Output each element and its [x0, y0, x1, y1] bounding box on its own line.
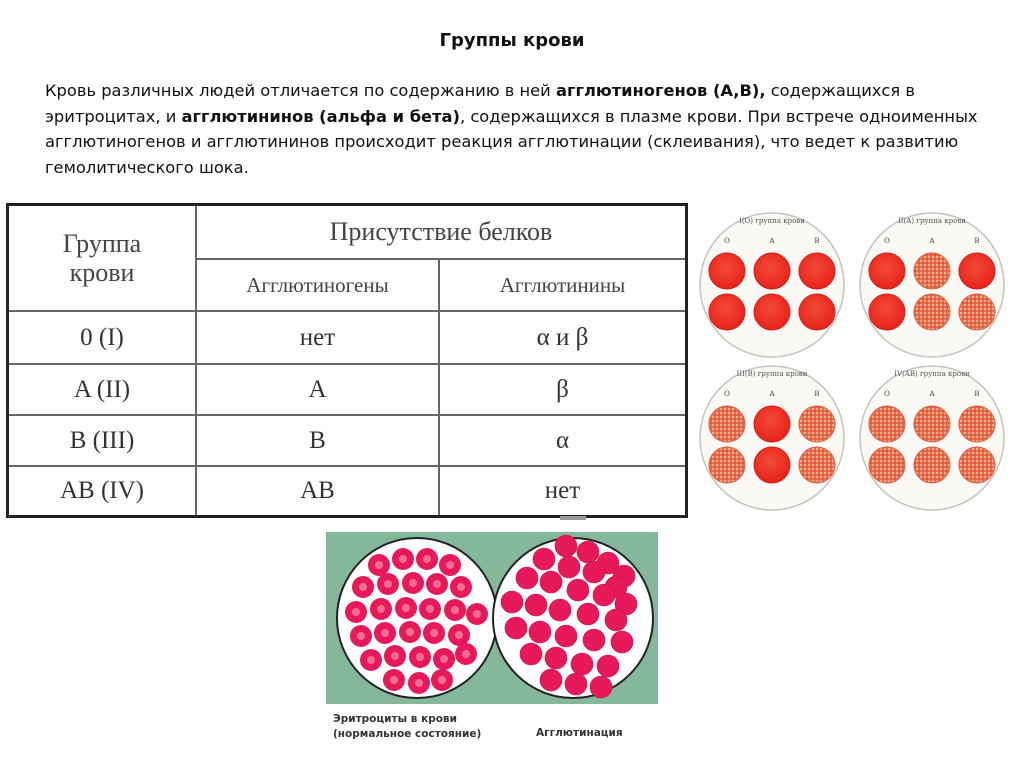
blood-drop: [799, 253, 835, 289]
row-3-agglutinogens: AB: [300, 477, 335, 504]
erythrocyte-center: [426, 605, 434, 613]
agglutinated-drop: [959, 406, 995, 442]
erythrocyte-center: [402, 604, 410, 612]
agglutinated-erythrocyte: [545, 647, 567, 669]
plate-title: IV(AB) группа крови: [894, 370, 970, 378]
agglutinated-drop: [799, 406, 835, 442]
agglutinated-drop: [869, 447, 905, 483]
erythrocyte-center: [457, 583, 465, 591]
agglutinated-erythrocyte: [501, 591, 523, 613]
agglutinated-erythrocyte: [558, 556, 580, 578]
erythrocyte-center: [473, 610, 481, 618]
plate-3: [700, 366, 844, 510]
blood-drop: [754, 253, 790, 289]
blood-drop: [709, 294, 745, 330]
erythrocyte-center: [462, 650, 470, 658]
erythrocyte-center: [381, 629, 389, 637]
erythrocyte-center: [416, 653, 424, 661]
erythrocyte-center: [384, 580, 392, 588]
erythrocyte-center: [455, 631, 463, 639]
page-title: Группы крови: [439, 30, 585, 51]
agglutinated-erythrocyte: [605, 609, 627, 631]
plate-serum-label: B: [974, 390, 980, 398]
erythrocyte-center: [359, 583, 367, 591]
plate-4: [860, 366, 1004, 510]
erythrocyte-center: [446, 561, 454, 569]
erythrocyte-center: [409, 579, 417, 587]
agglutinated-erythrocyte: [565, 673, 587, 695]
blood-drop: [709, 253, 745, 289]
erythrocyte-center: [415, 679, 423, 687]
agglutinated-drop: [709, 447, 745, 483]
blood-drop: [754, 406, 790, 442]
header-agglutinogens: Агглютиногены: [246, 272, 389, 297]
blood-drop: [799, 294, 835, 330]
agglutinated-erythrocyte: [567, 579, 589, 601]
agglutinated-erythrocyte: [549, 599, 571, 621]
agglutinated-erythrocyte: [505, 617, 527, 639]
agglutinated-drop: [799, 447, 835, 483]
agglutinated-drop: [914, 294, 950, 330]
agglutinated-erythrocyte: [577, 541, 599, 563]
header-proteins-present: Присутствие белков: [329, 217, 553, 246]
agglutinated-erythrocyte: [540, 669, 562, 691]
plate-1: [700, 213, 844, 357]
row-1-agglutinins: β: [556, 375, 569, 403]
caption-agglutination: Агглютинация: [536, 727, 623, 739]
agglutinated-erythrocyte: [529, 621, 551, 643]
row-3-agglutinins: нет: [544, 477, 581, 504]
agglutinated-erythrocyte: [597, 655, 619, 677]
agglutinated-drop: [959, 447, 995, 483]
plate-serum-label: O: [724, 390, 730, 398]
header-agglutinins: Агглютинины: [499, 272, 626, 297]
agglutinated-drop: [709, 406, 745, 442]
agglutinated-erythrocyte: [583, 561, 605, 583]
plate-serum-label: A: [769, 390, 775, 398]
agglutinated-drop: [914, 406, 950, 442]
blood-drop: [754, 294, 790, 330]
erythrocyte-center: [375, 561, 383, 569]
erythrocyte-center: [399, 555, 407, 563]
agglutinated-drop: [914, 447, 950, 483]
erythrocyte-center: [430, 629, 438, 637]
plate-serum-label: B: [974, 237, 980, 245]
blood-group-table: [6, 203, 688, 518]
blood-drop: [754, 447, 790, 483]
erythrocyte-center: [433, 580, 441, 588]
agglutinated-erythrocyte: [555, 535, 577, 557]
row-0-agglutinins: α и β: [536, 323, 589, 351]
plate-serum-label: A: [769, 237, 775, 245]
erythrocyte-center: [391, 652, 399, 660]
row-0-group: 0 (I): [80, 323, 124, 351]
header-blood-group: Группа крови: [62, 229, 142, 287]
agglutinated-drop: [914, 253, 950, 289]
row-1-agglutinogens: A: [308, 375, 327, 403]
row-2-agglutinogens: B: [309, 426, 326, 454]
plate-serum-label: B: [814, 390, 820, 398]
agglutinated-erythrocyte: [525, 594, 547, 616]
erythrocyte-center: [451, 606, 459, 614]
row-2-group: B (III): [69, 426, 135, 454]
erythrocyte-center: [423, 555, 431, 563]
erythrocyte-center: [440, 655, 448, 663]
agglutinated-erythrocyte: [533, 548, 555, 570]
intro-paragraph: Кровь различных людей отличается по содержанию в ней агглютиногенов (A,B), содержащихся в эритроцитах, и агглютининов (альфа и бета), содержащихся в плазме крови. При встрече одноименных агглютиногенов и агглютининов происходит реакция агглютинации (склеивания), что ведет к развитию гемолитического шока.: [45, 81, 978, 177]
agglutinated-erythrocyte: [540, 571, 562, 593]
agglutinated-erythrocyte: [611, 631, 633, 653]
agglutinated-erythrocyte: [520, 643, 542, 665]
erythrocyte-center: [357, 632, 365, 640]
agglutinated-erythrocyte: [583, 629, 605, 651]
blood-drop: [869, 294, 905, 330]
row-2-agglutinins: α: [555, 426, 570, 454]
plate-title: III(B) группа крови: [736, 370, 808, 378]
plate-2: [860, 213, 1004, 357]
agglutinated-erythrocyte: [577, 603, 599, 625]
blood-drop: [869, 253, 905, 289]
plate-serum-label: A: [929, 237, 935, 245]
agglutinated-erythrocyte: [571, 653, 593, 675]
agglutinated-erythrocyte: [516, 567, 538, 589]
erythrocyte-center: [377, 605, 385, 613]
agglutinated-drop: [959, 294, 995, 330]
agglutinated-erythrocyte: [555, 625, 577, 647]
agglutinated-erythrocyte: [590, 676, 612, 698]
plate-serum-label: O: [884, 390, 890, 398]
erythrocyte-center: [390, 676, 398, 684]
plate-serum-label: A: [929, 390, 935, 398]
scan-mark: [560, 516, 586, 520]
erythrocyte-center: [352, 608, 360, 616]
blood-drop: [959, 253, 995, 289]
plate-serum-label: B: [814, 237, 820, 245]
erythrocyte-figure: [326, 532, 658, 704]
erythrocyte-center: [438, 676, 446, 684]
plate-serum-label: O: [724, 237, 730, 245]
plate-title: I(O) группа крови: [739, 217, 805, 225]
caption-normal-erythrocytes: Эритроциты в крови (нормальное состояние): [333, 713, 482, 740]
erythrocyte-center: [367, 656, 375, 664]
plate-serum-label: O: [884, 237, 890, 245]
plate-title: II(A) группа крови: [898, 217, 966, 225]
erythrocyte-center: [406, 628, 414, 636]
agglutinated-erythrocyte: [593, 584, 615, 606]
blood-typing-plates: [692, 200, 1022, 520]
row-0-agglutinogens: нет: [299, 323, 336, 351]
row-3-group: AB (IV): [59, 477, 144, 504]
agglutinated-drop: [869, 406, 905, 442]
row-1-group: A (II): [73, 375, 131, 403]
